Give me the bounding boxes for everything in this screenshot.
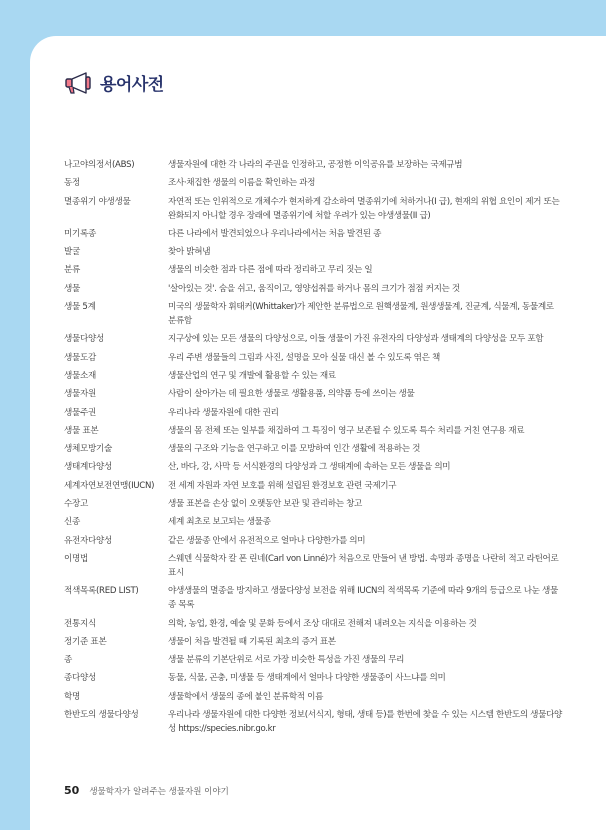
glossary-entry bbox=[64, 671, 564, 685]
glossary-term: 정기준 표본 bbox=[64, 636, 107, 647]
glossary-term: 신종 bbox=[64, 517, 81, 528]
glossary-term: 생물 표본 bbox=[64, 425, 99, 436]
glossary-definition: 생물의 몸 전체 또는 일부를 채집하여 그 특징이 영구 보존될 수 있도록 특수 처리를 거친 연구용 재료 bbox=[168, 425, 525, 436]
glossary-definition: 생물 표본을 손상 없이 오랫동안 보관 및 관리하는 창고 bbox=[168, 499, 362, 510]
section-header bbox=[64, 70, 164, 95]
glossary-entry bbox=[64, 176, 564, 190]
glossary-entry bbox=[64, 584, 564, 612]
glossary-entry bbox=[64, 690, 564, 704]
glossary-entry bbox=[64, 708, 564, 736]
glossary-definition: 생물의 구조와 기능을 연구하고 이를 모방하여 인간 생활에 적용하는 것 bbox=[168, 444, 421, 455]
glossary-definition: 생물의 비슷한 점과 다른 점에 따라 정리하고 무리 짓는 일 bbox=[168, 265, 373, 276]
glossary-entry bbox=[64, 442, 564, 456]
glossary-term: 나고야의정서(ABS) bbox=[64, 160, 135, 170]
glossary-definition: 사람이 살아가는 데 필요한 생물로 생활용품, 의약품 등에 쓰이는 생물 bbox=[168, 389, 415, 400]
glossary-definition: '살아있는 것'. 숨을 쉬고, 움직이고, 영양섭취를 하거나 몸의 크기가 점점 커지는 것 bbox=[168, 283, 460, 294]
glossary-entry bbox=[64, 387, 564, 401]
glossary-definition: 전 세계 자원과 자연 보호를 위해 설립된 환경보호 관련 국제기구 bbox=[168, 480, 397, 491]
glossary-term: 생체모방기술 bbox=[64, 444, 113, 455]
glossary-definition: 생물이 처음 발견될 때 기록된 최초의 증거 표본 bbox=[168, 636, 336, 647]
glossary-definition: 다른 나라에서 발견되었으나 우리나라에서는 처음 발견된 종 bbox=[168, 228, 382, 239]
glossary-list bbox=[64, 158, 564, 740]
glossary-entry bbox=[64, 158, 564, 172]
glossary-term: 동정 bbox=[64, 178, 81, 189]
glossary-definition: 야생생물의 멸종을 방지하고 생물다양성 보전을 위해 IUCN의 적색목록 기준에 따라 9개의 등급으로 나눈 생물종 목록 bbox=[168, 586, 558, 611]
glossary-entry bbox=[64, 245, 564, 259]
glossary-entry bbox=[64, 282, 564, 296]
glossary-term: 생물소재 bbox=[64, 370, 97, 381]
glossary-definition: 찾아 밝혀냄 bbox=[168, 247, 211, 258]
glossary-term: 세계자연보전연맹(IUCN) bbox=[64, 480, 155, 491]
glossary-term: 생물주권 bbox=[64, 407, 97, 418]
glossary-definition: 우리나라 생물자원에 대한 권리 bbox=[168, 407, 279, 418]
glossary-term: 이명법 bbox=[64, 553, 89, 564]
glossary-entry bbox=[64, 497, 564, 511]
megaphone-icon bbox=[64, 71, 94, 95]
glossary-entry bbox=[64, 515, 564, 529]
glossary-term: 생물도감 bbox=[64, 352, 97, 363]
glossary-term: 생물다양성 bbox=[64, 334, 105, 345]
glossary-term: 생물 bbox=[64, 283, 81, 294]
glossary-term: 한반도의 생물다양성 bbox=[64, 710, 139, 721]
glossary-definition: 같은 생물종 안에서 유전적으로 얼마나 다양한가를 의미 bbox=[168, 535, 366, 546]
glossary-term: 생태계다양성 bbox=[64, 462, 113, 473]
glossary-definition: 생물 분류의 기본단위로 서로 가장 비슷한 특성을 가진 생물의 무리 bbox=[168, 655, 405, 666]
book-title: 생물학자가 알려주는 생물자원 이야기 bbox=[89, 787, 229, 797]
glossary-definition: 생물학에서 생물의 종에 붙인 분류학적 이름 bbox=[168, 691, 324, 702]
glossary-entry bbox=[64, 534, 564, 548]
glossary-term: 멸종위기 야생생물 bbox=[64, 196, 131, 207]
glossary-term: 발굴 bbox=[64, 247, 81, 258]
glossary-entry bbox=[64, 406, 564, 420]
glossary-definition: 우리나라 생물자원에 대한 다양한 정보(서식지, 형태, 생태 등)를 한번에 찾을 수 있는 시스템 한반도의 생물다양성 https://species.nibr.go.kr bbox=[168, 710, 562, 735]
glossary-term: 전통지식 bbox=[64, 618, 97, 629]
glossary-entry bbox=[64, 479, 564, 493]
page-footer bbox=[64, 784, 229, 797]
glossary-term: 종 bbox=[64, 655, 73, 666]
glossary-definition: 동물, 식물, 곤충, 미생물 등 생태계에서 얼마나 다양한 생물종이 사느냐를 의미 bbox=[168, 673, 446, 684]
glossary-entry bbox=[64, 263, 564, 277]
glossary-definition: 자연적 또는 인위적으로 개체수가 현저하게 감소하여 멸종위기에 처하거나(I 급), 현재의 위협 요인이 제거 또는 완화되지 아니할 경우 장래에 멸종위기에 처할 우려가 있는 야생생물(II 급) bbox=[168, 196, 560, 221]
glossary-term: 학명 bbox=[64, 691, 81, 702]
glossary-term: 생물자원 bbox=[64, 389, 97, 400]
glossary-definition: 의학, 농업, 환경, 예술 및 문화 등에서 조상 대대로 전해져 내려오는 지식을 이용하는 것 bbox=[168, 618, 477, 629]
glossary-definition: 우리 주변 생물들의 그림과 사진, 설명을 모아 실물 대신 볼 수 있도록 엮은 책 bbox=[168, 352, 440, 363]
glossary-entry bbox=[64, 300, 564, 328]
glossary-entry bbox=[64, 617, 564, 631]
glossary-entry bbox=[64, 635, 564, 649]
glossary-definition: 조사·채집한 생물의 이름을 확인하는 과정 bbox=[168, 178, 316, 189]
glossary-term: 미기록종 bbox=[64, 228, 97, 239]
glossary-term: 유전자다양성 bbox=[64, 535, 113, 546]
glossary-term: 수장고 bbox=[64, 499, 89, 510]
glossary-entry bbox=[64, 369, 564, 383]
glossary-entry bbox=[64, 552, 564, 580]
page-title: 용어사전 bbox=[100, 75, 164, 95]
glossary-term: 종다양성 bbox=[64, 673, 97, 684]
glossary-definition: 세계 최초로 보고되는 생물종 bbox=[168, 517, 271, 528]
page-number: 50 bbox=[64, 784, 80, 797]
glossary-entry bbox=[64, 424, 564, 438]
glossary-entry bbox=[64, 351, 564, 365]
glossary-definition: 지구상에 있는 모든 생물의 다양성으로, 이들 생물이 가진 유전자의 다양성과 생태계의 다양성을 모두 포함 bbox=[168, 334, 544, 345]
glossary-entry bbox=[64, 460, 564, 474]
glossary-definition: 생물자원에 대한 각 나라의 주권을 인정하고, 공정한 이익공유를 보장하는 국제규범 bbox=[168, 160, 463, 170]
glossary-term: 분류 bbox=[64, 265, 81, 276]
glossary-definition: 산, 바다, 강, 사막 등 서식환경의 다양성과 그 생태계에 속하는 모든 생물을 의미 bbox=[168, 462, 451, 473]
glossary-definition: 스웨덴 식물학자 칼 폰 린네(Carl von Linné)가 처음으로 만들어 낸 방법. 속명과 종명을 나란히 적고 라틴어로 표시 bbox=[168, 553, 559, 578]
glossary-entry bbox=[64, 653, 564, 667]
glossary-term: 적색목록(RED LIST) bbox=[64, 586, 139, 597]
glossary-definition: 생물산업의 연구 및 개발에 활용할 수 있는 재료 bbox=[168, 370, 336, 381]
glossary-definition: 미국의 생물학자 휘태커(Whittaker)가 제안한 분류법으로 원핵생물계, 원생생물계, 진균계, 식물계, 동물계로 분류함 bbox=[168, 302, 554, 327]
glossary-entry bbox=[64, 227, 564, 241]
glossary-entry bbox=[64, 195, 564, 223]
glossary-term: 생물 5계 bbox=[64, 302, 96, 313]
glossary-entry bbox=[64, 332, 564, 346]
